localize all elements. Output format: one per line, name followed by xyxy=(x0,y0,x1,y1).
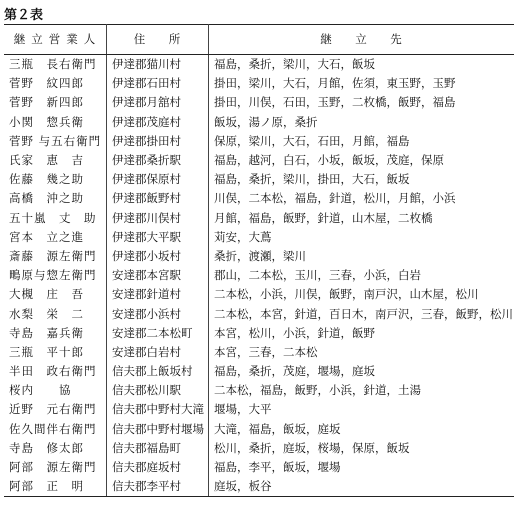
address-cell: 信夫郡福島町 xyxy=(107,439,209,458)
destinations-cell: 福島，桑折，茂庭，堰場，庭坂 xyxy=(214,364,375,379)
transport-agents-table xyxy=(4,24,514,497)
table-row xyxy=(4,343,514,362)
table-row xyxy=(4,362,514,381)
agent-name-cell: 氏家 恵 吉 xyxy=(4,151,107,170)
destinations-cell: 苅安，大蔦 xyxy=(214,229,272,244)
address-cell: 伊達郡飯野村 xyxy=(107,189,209,208)
agent-name-cell: 鴫原与惣左衛門 xyxy=(4,266,107,285)
header-agent: 継立営業人 xyxy=(4,25,107,55)
address-cell: 伊達郡掛田村 xyxy=(107,132,209,151)
destinations-cell: 掛田，梁川，大石，月館，佐須，東玉野，玉野 xyxy=(214,76,456,91)
table-row xyxy=(4,209,514,228)
destinations-cell: 本宮，三春，二本松 xyxy=(214,344,318,359)
agent-name-cell: 佐久間伴右衛門 xyxy=(4,420,107,439)
destinations-cell: 松川，桑折，庭坂，桜場，保原，飯坂 xyxy=(214,440,410,455)
destinations-cell: 本宮，松川，小浜，針道，飯野 xyxy=(214,325,375,340)
address-cell: 信夫郡松川駅 xyxy=(107,381,209,400)
agent-name-cell: 菅野 新四郎 xyxy=(4,93,107,112)
agent-name-cell: 菅野 与五右衛門 xyxy=(4,132,107,151)
address-cell: 伊達郡月舘村 xyxy=(107,93,209,112)
agent-name-cell: 菅野 紋四郎 xyxy=(4,74,107,93)
table-row xyxy=(4,420,514,439)
address-cell: 伊達郡石田村 xyxy=(107,74,209,93)
address-cell: 安達郡小浜村 xyxy=(107,304,209,323)
table-row xyxy=(4,458,514,477)
address-cell: 伊達郡茂庭村 xyxy=(107,113,209,132)
table-title: 第２表 xyxy=(4,8,44,23)
destinations-cell: 福島，李平，飯坂，堰場 xyxy=(214,460,341,475)
agent-name-cell: 寺島 修太郎 xyxy=(4,439,107,458)
address-cell: 安達郡針道村 xyxy=(107,285,209,304)
table-row xyxy=(4,381,514,400)
table-row xyxy=(4,266,514,285)
table-row xyxy=(4,151,514,170)
destinations-cell: 川俣，二本松，福島，針道，松川，月館，小浜 xyxy=(214,191,456,206)
agent-name-cell: 小関 惣兵衛 xyxy=(4,113,107,132)
table-row xyxy=(4,113,514,132)
agent-name-cell: 近野 元右衛門 xyxy=(4,400,107,419)
table-row xyxy=(4,189,514,208)
table-row xyxy=(4,285,514,304)
destinations-cell: 飯坂，湯ノ原，桑折 xyxy=(214,114,318,129)
address-cell: 安達郡本宮駅 xyxy=(107,266,209,285)
address-cell: 伊達郡川俣村 xyxy=(107,209,209,228)
destinations-cell: 桑折，渡瀬，梁川 xyxy=(214,248,306,263)
table-row xyxy=(4,93,514,112)
destinations-cell: 庭坂，板谷 xyxy=(209,477,515,497)
destinations-cell: 福島，桑折，梁川，大石，飯坂 xyxy=(214,57,375,72)
table-row xyxy=(4,74,514,93)
address-cell: 伊達郡桑折駅 xyxy=(107,151,209,170)
address-cell: 伊達郡猫川村 xyxy=(107,55,209,75)
agent-name-cell: 宮本 立之進 xyxy=(4,228,107,247)
table-row xyxy=(4,477,514,497)
address-cell: 伊達郡小坂村 xyxy=(107,247,209,266)
address-cell: 伊達郡大平駅 xyxy=(107,228,209,247)
agent-name-cell: 佐藤 幾之助 xyxy=(4,170,107,189)
agent-name-cell: 高橋 沖之助 xyxy=(4,189,107,208)
destinations-cell: 堰場，大平 xyxy=(214,402,272,417)
agent-name-cell: 阿部 正 明 xyxy=(4,477,107,497)
destinations-cell: 二本松，小浜，川俣，飯野，南戸沢，山木屋，松川 xyxy=(214,287,479,302)
agent-name-cell: 五十嵐 丈 助 xyxy=(4,209,107,228)
agent-name-cell: 半田 政右衛門 xyxy=(4,362,107,381)
agent-name-cell: 三瓶 長右衛門 xyxy=(4,55,107,75)
table-row xyxy=(4,228,514,247)
address-cell: 安達郡二本松町 xyxy=(107,324,209,343)
address-cell: 信夫郡庭坂村 xyxy=(107,458,209,477)
destinations-cell: 二本松，本宮，針道，百日木，南戸沢，三春，飯野，松川 xyxy=(214,306,513,321)
address-cell: 信夫郡上飯坂村 xyxy=(107,362,209,381)
table-row xyxy=(4,400,514,419)
address-cell: 信夫郡中野村大滝 xyxy=(107,400,209,419)
agent-name-cell: 斎藤 源左衛門 xyxy=(4,247,107,266)
agent-name-cell: 桜内 協 xyxy=(4,381,107,400)
destinations-cell: 福島，桑折，梁川，掛田，大石，飯坂 xyxy=(214,172,410,187)
table-row xyxy=(4,304,514,323)
address-cell: 伊達郡保原村 xyxy=(107,170,209,189)
destinations-cell: 掛田，川俣，石田，玉野，二枚橋，飯野，福島 xyxy=(214,95,456,110)
destinations-cell: 月館，福島，飯野，針道，山木屋，二枚橋 xyxy=(214,210,433,225)
destinations-cell: 保原，梁川，大石，石田，月館，福島 xyxy=(214,133,410,148)
table-row xyxy=(4,324,514,343)
agent-name-cell: 阿部 源左衛門 xyxy=(4,458,107,477)
header-destinations: 継 立 先 xyxy=(209,25,515,55)
table-row xyxy=(4,439,514,458)
address-cell: 安達郡白岩村 xyxy=(107,343,209,362)
agent-name-cell: 三瓶 平十郎 xyxy=(4,343,107,362)
destinations-cell: 郡山，二本松，玉川，三春，小浜，白岩 xyxy=(214,268,421,283)
agent-name-cell: 水梨 栄 二 xyxy=(4,304,107,323)
table-row xyxy=(4,247,514,266)
table-row xyxy=(4,170,514,189)
agent-name-cell: 大槻 庄 吾 xyxy=(4,285,107,304)
header-row xyxy=(4,25,514,55)
table-row xyxy=(4,132,514,151)
address-cell: 信夫郡李平村 xyxy=(107,477,209,497)
destinations-cell: 大滝，福島，飯坂，庭坂 xyxy=(214,421,341,436)
destinations-cell: 福島，越河，白石，小坂，飯坂，茂庭，保原 xyxy=(214,153,444,168)
table-row xyxy=(4,55,514,75)
destinations-cell: 二本松，福島，飯野，小浜，針道，土湯 xyxy=(214,383,421,398)
address-cell: 信夫郡中野村堰場 xyxy=(107,420,209,439)
agent-name-cell: 寺島 嘉兵衛 xyxy=(4,324,107,343)
header-address: 住 所 xyxy=(107,25,209,55)
